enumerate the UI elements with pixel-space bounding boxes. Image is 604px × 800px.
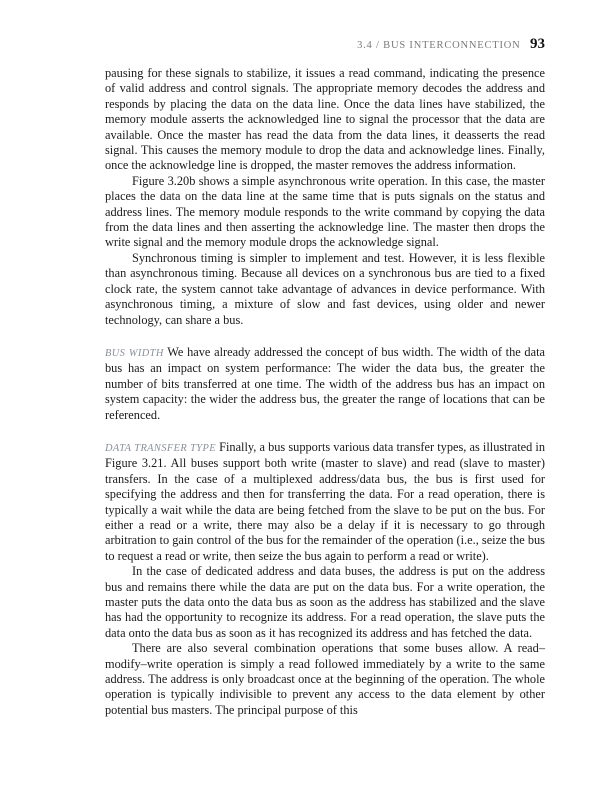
paragraph-async-write: Figure 3.20b shows a simple asynchronous write operation. In this case, the master places the data on the data line at the same time that is puts signals on the status and address lines. The memory module responds to the write command by copying the data from the data lines and then asserting the acknowledge line. The master then drops the write signal and the memory module drops the acknowledge signal. xyxy=(105,173,545,250)
page-body xyxy=(105,66,545,718)
running-head-title: 3.4 / BUS INTERCONNECTION xyxy=(357,40,521,51)
paragraph-sync-vs-async: Synchronous timing is simpler to implement and test. However, it is less flexible than asynchronous timing. Because all devices on a synchronous bus are tied to a fixed clock rate, the system cannot take advantage of advances in device performance. With asynchronous timing, a mixture of slow and fast devices, using older and newer technology, can share a bus. xyxy=(105,250,545,327)
paragraph-dedicated-buses: In the case of dedicated address and data buses, the address is put on the address bus and remains there while the data are put on the data bus. For a write operation, the master puts the data onto the data bus as soon as the address has stabilized and the slave has had the opportunity to recognize its address. For a read operation, the slave puts the data onto the data bus as soon as it has recognized its address and has fetched the data. xyxy=(105,564,545,640)
paragraph-data-transfer-type xyxy=(105,440,545,564)
data-transfer-type-text: Finally, a bus supports various data transfer types, as illustrated in Figure 3.21. All buses support both write (master to slave) and read (slave to master) transfers. In the case of a multiplexed address/data bus, the bus is first used for specifying the address and then for transferring the data. For a read operation, there is typically a wait while the data are being fetched from the slave to be put on the bus. For either a read or a write, there may also be a delay if it is necessary to go through arbitration to gain control of the bus for the remainder of the operation (i.e., seize the bus to request a read or write, then seize the bus again to perform a read or write). xyxy=(105,439,545,563)
page-number: 93 xyxy=(530,36,545,52)
paragraph-combination-operations: There are also several combination operations that some buses allow. A read–modify–write operation is simply a read followed immediately by a write to the same address. The address is only broadcast once at the beginning of the operation. The whole operation is typically indivisible to prevent any access to the data element by other potential bus masters. The principal purpose of this xyxy=(105,641,545,717)
bus-width-text: We have already addressed the concept of bus width. The width of the data bus has an impact on system performance: The wider the data bus, the greater the number of bits transferred at one time. The width of the address bus has an impact on system capacity: the wider the address bus, the greater the range of locations that can be referenced. xyxy=(105,344,545,422)
paragraph-async-read-continued: pausing for these signals to stabilize, it issues a read command, indicating the presence of valid address and control signals. The appropriate memory decodes the address and responds by placing the data on the data line. Once the data lines have stabilized, the memory module asserts the acknowledged line to signal the processor that the data are available. Once the master has read the data from the data lines, it deasserts the read signal. This causes the memory module to drop the data and acknowledge lines. Finally, once the acknowledge line is dropped, the master removes the address information. xyxy=(105,66,545,173)
section-spacer xyxy=(105,423,545,440)
bus-width-heading: BUS WIDTH xyxy=(105,347,164,359)
running-header xyxy=(105,36,545,53)
section-spacer xyxy=(105,328,545,345)
paragraph-bus-width xyxy=(105,345,545,423)
data-transfer-type-heading: DATA TRANSFER TYPE xyxy=(105,442,216,454)
